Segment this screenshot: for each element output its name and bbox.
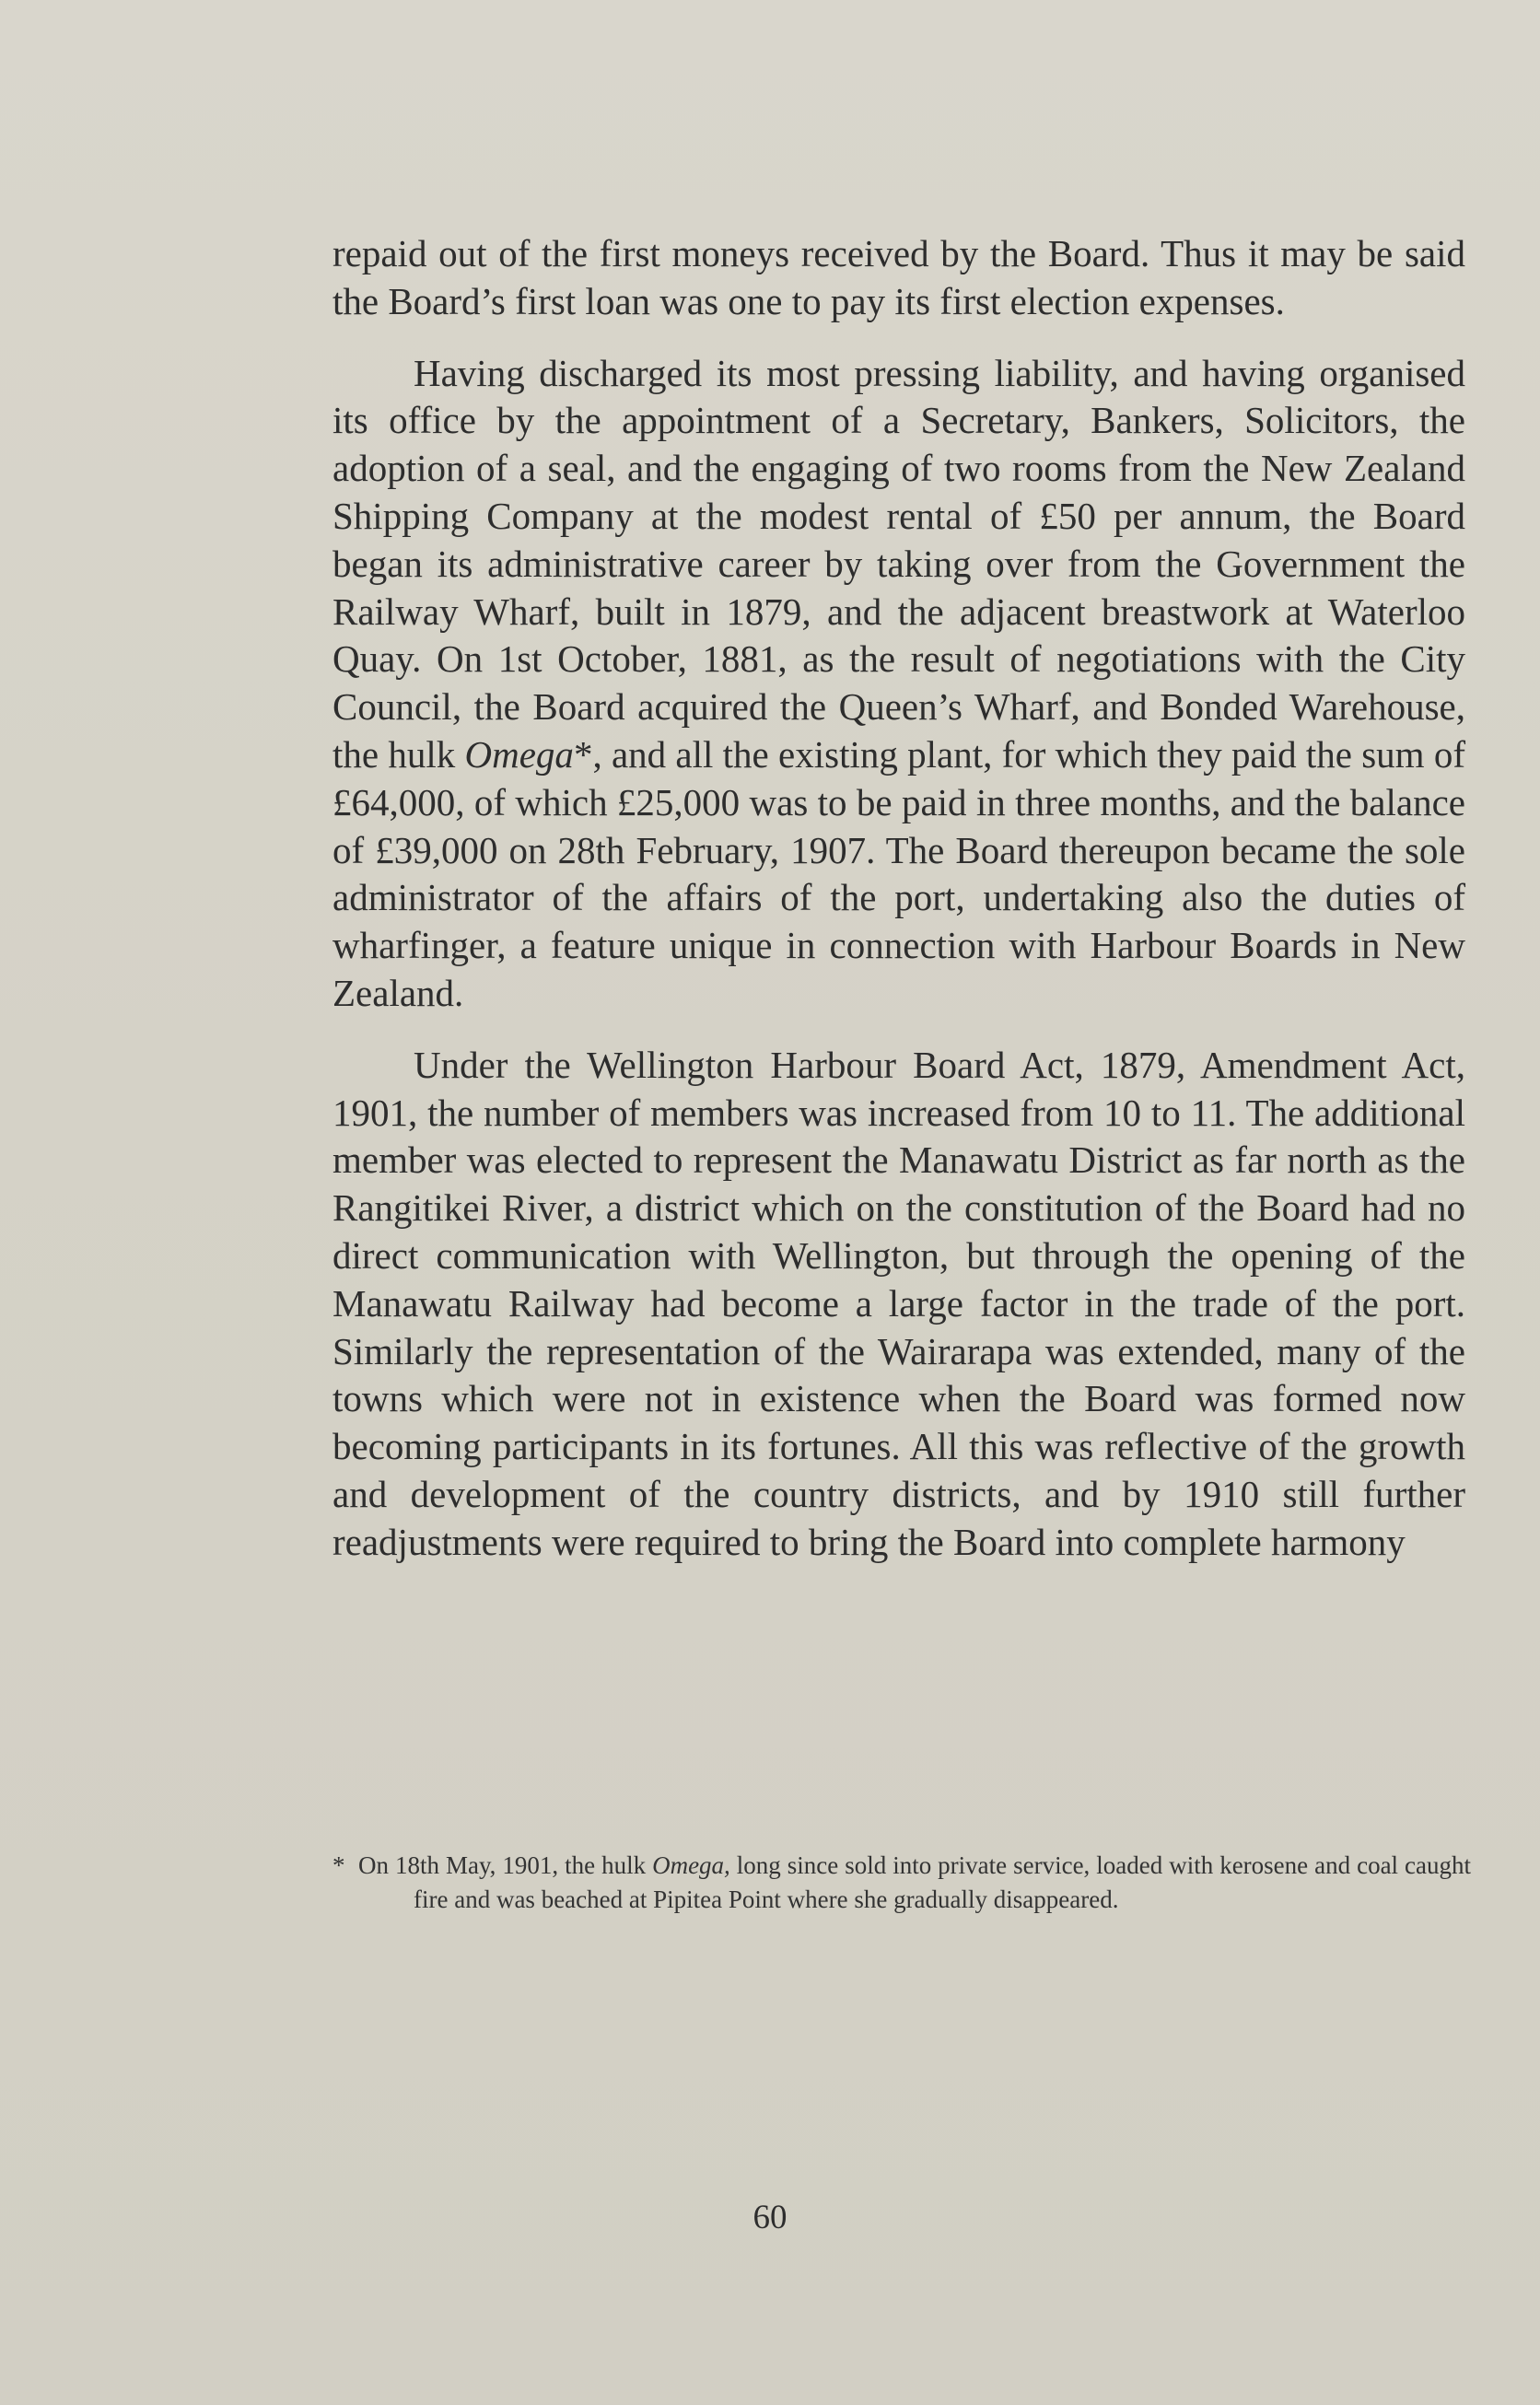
paragraph-2-text-a: Having discharged its most pressing liability, and having organised its office by the appointment of a Secretary, Bankers, Solicitors, the adoption of a seal, and the engaging of two rooms from the New Zealand Shipping Company at the modest rental of £50 per annum, the Board began its administrative career by taking over from the Government the Railway Wharf, built in 1879, and the adjacent breastwork at Waterloo Quay. On 1st October, 1881, as the result of negotiations with the City Council, the Board acquired the Queen’s Wharf, and Bonded Warehouse, the hulk: [332, 351, 1465, 776]
footnote-reference: *: [573, 732, 593, 776]
paragraph-3: Under the Wellington Harbour Board Act, 1879, Amendment Act, 1901, the number of members was increased from 10 to 11. The additional member was elected to represent the Manawatu District as far north as the Rangitikei River, a district which on the constitution of the Board had no direct communication with Wellington, but through the opening of the Manawatu Railway had become a large factor in the trade of the port. Similarly the representation of the Wairarapa was extended, many of the towns which were not in existence when the Board was formed now becoming participants in its fortunes. All this was reflective of the growth and development of the country districts, and by 1910 still further readjustments were required to bring the Board into complete harmony: [332, 1043, 1465, 1563]
footnote-ship-name-italic: Omega,: [652, 1851, 730, 1879]
footnote-text-a: On 18th May, 1901, the hulk: [358, 1851, 653, 1879]
footnote: [332, 1849, 1471, 1917]
ship-name-italic: Omega: [464, 732, 574, 776]
footnote-text-b: long since sold into private service, loaded with kerosene and coal caught fire and was beached at Pipitea Point where she gradually disappeared.: [414, 1851, 1471, 1913]
paragraph-1: repaid out of the first moneys received by the Board. Thus it may be said the Board’s first loan was one to pay its first election expenses.: [332, 232, 1465, 322]
body-text: [332, 230, 1465, 1567]
footnote-marker: *: [332, 1851, 345, 1879]
paragraph-2-text-b: , and all the existing plant, for which they paid the sum of £64,000, of which £25,000 was to be paid in three months, and the balance of £39,000 on 28th February, 1907. The Board thereupon became the sole administrator of the affairs of the port, undertaking also the duties of wharfinger, a feature unique in connection with Harbour Boards in New Zealand.: [332, 732, 1465, 1014]
page-number: 60: [752, 2199, 788, 2236]
paragraph-2: [332, 350, 1465, 1018]
